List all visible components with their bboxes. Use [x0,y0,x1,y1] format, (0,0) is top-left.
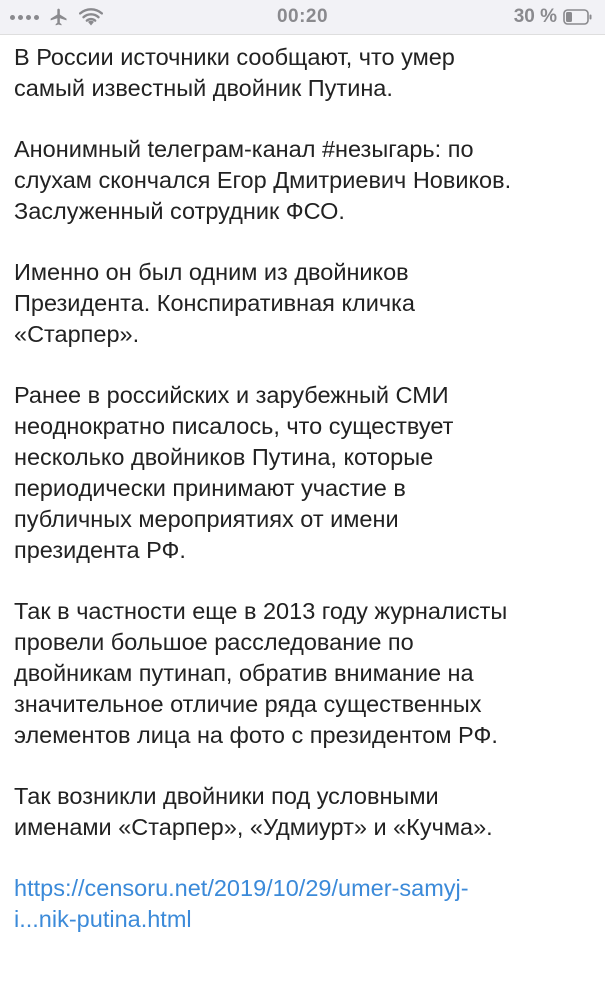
text-line: именами «Старпер», «Удмиурт» и «Кучма». [14,814,493,840]
post-paragraph [14,134,594,227]
post-paragraph [14,596,594,751]
text-line: Анонимный tелеграм-канал #незыгарь: по [14,136,474,162]
post-paragraph [14,380,594,566]
text-line: Именно он был одним из двойников [14,259,409,285]
status-bar [0,0,605,35]
text-line: значительное отличие ряда существенных [14,691,482,717]
text-line: неоднократно писалось, что существует [14,413,454,439]
post-paragraph [14,42,594,104]
status-bar-right [514,6,593,28]
text-line: публичных мероприятиях от имени [14,506,399,532]
text-line: президента РФ. [14,537,186,563]
text-line: провели большое расследование по [14,629,414,655]
text-line: самый известный двойник Путина. [14,75,393,101]
post-body [14,42,594,935]
text-line: Президента. Конспиративная кличка [14,290,415,316]
text-line: двойникам путинап, обратив внимание на [14,660,474,686]
text-line: Так в частности еще в 2013 году журналисты [14,598,508,624]
text-line: элементов лица на фото с президентом РФ. [14,722,498,748]
post-paragraph [14,257,594,350]
source-link[interactable] [14,873,594,935]
battery-icon [563,9,593,25]
link-line[interactable]: https://censoru.net/2019/10/29/umer-samyj- [14,875,469,901]
text-line: Ранее в российских и зарубежный СМИ [14,382,449,408]
link-line[interactable]: i...nik-putina.html [14,906,192,932]
text-line: В России источники сообщают, что умер [14,44,455,70]
text-line: «Старпер». [14,321,140,347]
text-line: несколько двойников Путина, которые [14,444,434,470]
text-line: Заслуженный сотрудник ФСО. [14,198,345,224]
text-line: слухам скончался Егор Дмитриевич Новиков. [14,167,512,193]
text-line: Так возникли двойники под условными [14,783,439,809]
text-line: периодически принимают участие в [14,475,406,501]
status-time: 00:20 [276,6,329,27]
battery-percent: 30 % [513,6,557,27]
post-paragraph [14,781,594,843]
